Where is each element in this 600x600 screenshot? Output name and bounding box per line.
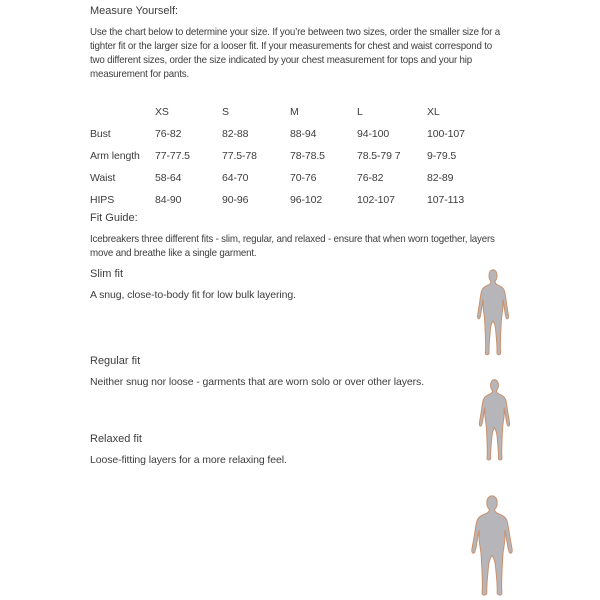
size-table-header-l: L: [357, 106, 363, 118]
size-table-header-s: S: [222, 106, 229, 118]
size-table-corner-cell: [90, 101, 155, 123]
size-row-label-waist: Waist: [90, 172, 116, 184]
fit-name-relaxed: Relaxed fit: [90, 433, 142, 445]
intro-line: measurement for pants.: [90, 68, 190, 80]
size-table: [90, 101, 512, 211]
size-cell: 76-82: [357, 172, 384, 184]
fit-description-relaxed: Loose-fitting layers for a more relaxing feel.: [90, 454, 287, 466]
size-cell: 82-88: [222, 128, 249, 140]
fit-description-regular: Neither snug nor loose - garments that are worn solo or over other layers.: [90, 376, 425, 388]
intro-line: tighter fit or the larger size for a looser fit. If your measurements for chest and waist correspond to: [90, 40, 493, 52]
relaxed-fit-person-silhouette-icon: [462, 495, 522, 600]
size-cell: 94-100: [357, 128, 390, 140]
size-cell: 107-113: [427, 194, 465, 206]
intro-line: two different sizes, order the size indicated by your chest measurement for tops and your hip: [90, 54, 473, 66]
size-cell: 70-76: [290, 172, 317, 184]
size-cell: 58-64: [155, 172, 182, 184]
size-row-label-bust: Bust: [90, 128, 111, 140]
slim-fit-person-silhouette-icon: [470, 269, 516, 359]
size-table-header-m: M: [290, 106, 299, 118]
intro-line: Use the chart below to determine your size. If you’re between two sizes, order the smaller size for a: [90, 26, 500, 38]
size-cell: 102-107: [357, 194, 395, 206]
size-table-header-xs: XS: [155, 106, 169, 118]
size-cell: 88-94: [290, 128, 317, 140]
fit-guide-title: Fit Guide:: [90, 212, 138, 224]
fit-name-regular: Regular fit: [90, 355, 141, 367]
fit-guide-intro: [90, 232, 495, 260]
size-cell: 76-82: [155, 128, 182, 140]
page-title: Measure Yourself:: [90, 5, 179, 17]
size-cell: 96-102: [290, 194, 323, 206]
size-cell: 64-70: [222, 172, 249, 184]
fit-guide-intro-line: move and breathe like a single garment.: [90, 247, 257, 259]
fit-name-slim: Slim fit: [90, 268, 123, 280]
size-cell: 84-90: [155, 194, 182, 206]
size-cell: 78-78.5: [290, 150, 325, 162]
regular-fit-person-silhouette-icon: [472, 379, 517, 464]
size-cell: 100-107: [427, 128, 465, 140]
size-cell: 90-96: [222, 194, 249, 206]
size-cell: 78.5-79 7: [357, 150, 401, 162]
intro-paragraph: [90, 25, 500, 81]
size-table-header-xl: XL: [427, 106, 440, 118]
size-row-label-arm-length: Arm length: [90, 150, 140, 162]
size-row-label-hips: HIPS: [90, 194, 115, 206]
fit-description-slim: A snug, close-to-body fit for low bulk layering.: [90, 289, 296, 301]
size-cell: 82-89: [427, 172, 454, 184]
size-cell: 9-79.5: [427, 150, 457, 162]
size-cell: 77-77.5: [155, 150, 190, 162]
fit-guide-intro-line: Icebreakers three different fits - slim, regular, and relaxed - ensure that when worn together, layers: [90, 233, 495, 245]
size-cell: 77.5-78: [222, 150, 257, 162]
